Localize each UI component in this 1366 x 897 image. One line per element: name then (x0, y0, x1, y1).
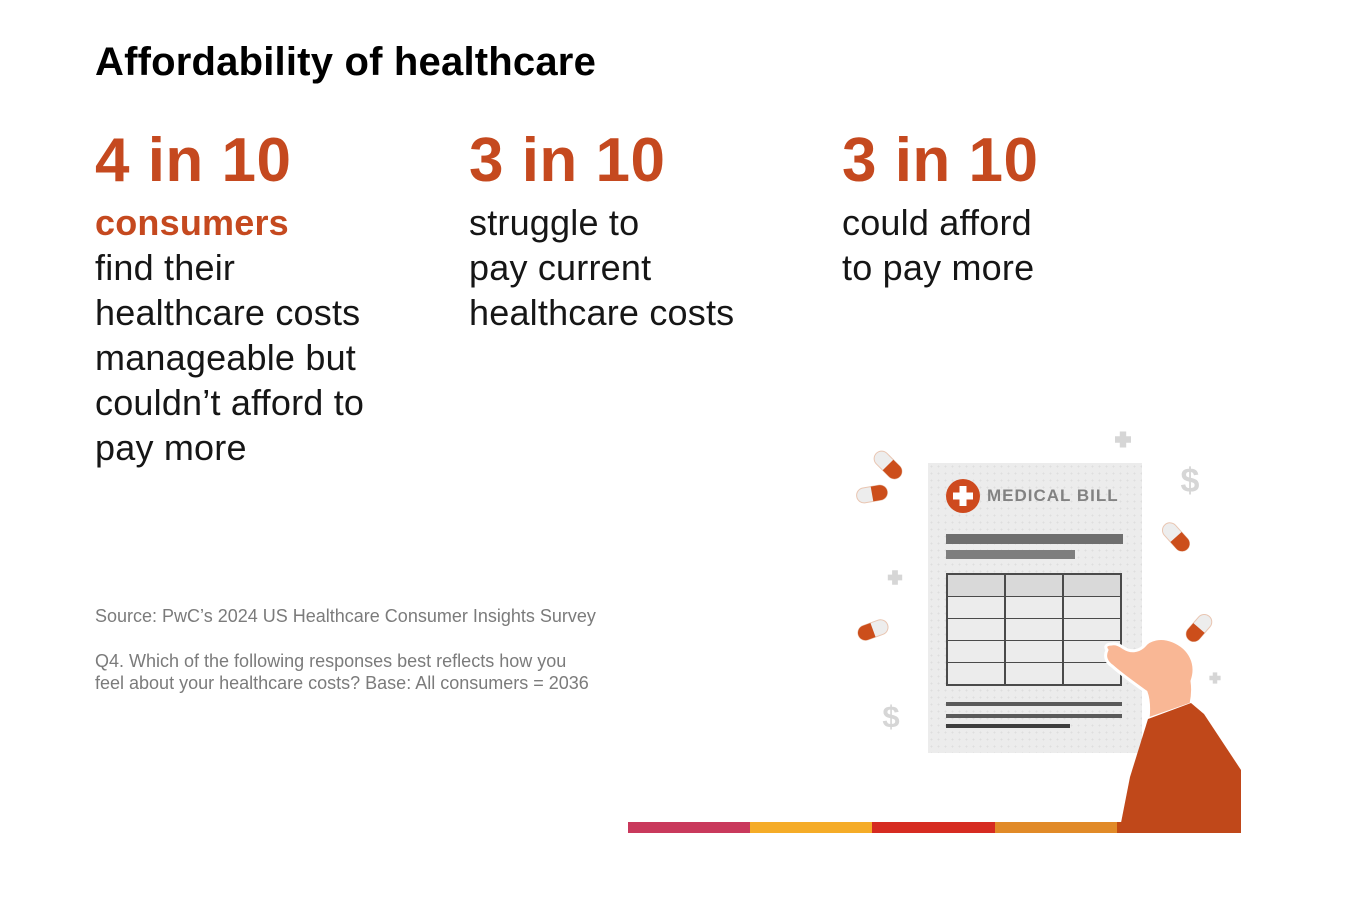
bill-table-cell (1064, 597, 1120, 618)
bill-table-cell (1064, 663, 1120, 684)
stat-line: healthcare costs (469, 292, 735, 333)
page-title: Affordability of healthcare (95, 40, 597, 84)
stat-line: pay more (95, 427, 247, 468)
bill-table-cell (1064, 641, 1120, 662)
stat-value: 3 in 10 (469, 126, 666, 195)
stat-line: couldn’t afford to (95, 382, 365, 423)
question-note-line: Q4. Which of the following responses best reflects how you (95, 651, 567, 671)
bill-text-line (946, 724, 1070, 728)
medical-bill-title: MEDICAL BILL (987, 486, 1119, 505)
footnotes (95, 605, 596, 694)
question-note-line: feel about your healthcare costs? Base: All consumers = 2036 (95, 673, 589, 693)
stat-line: could afford (842, 202, 1032, 243)
stat-line: pay current (469, 247, 652, 288)
dollar-icon: $ (882, 699, 900, 734)
bill-table-cell (948, 663, 1004, 684)
plus-icon (1115, 432, 1131, 448)
stat-description (95, 200, 425, 470)
pill-icon (855, 484, 888, 504)
brand-bar-segment (750, 822, 872, 833)
stat-line: struggle to (469, 202, 640, 243)
bill-text-bar (946, 550, 1075, 559)
pill-icon (1183, 611, 1215, 644)
stat-description (469, 200, 809, 335)
dollar-icon: $ (1180, 462, 1200, 500)
brand-bar (628, 822, 1239, 833)
stat-value: 4 in 10 (95, 126, 292, 195)
bill-table-cell (948, 641, 1004, 662)
bill-text-bar (946, 534, 1123, 544)
bill-table-cell (948, 575, 1004, 596)
bill-table-cell (948, 619, 1004, 640)
bill-table (946, 573, 1122, 686)
stat-block-2 (469, 126, 809, 335)
brand-bar-segment (1117, 822, 1239, 833)
bill-table-cell (1006, 575, 1062, 596)
medical-cross-icon (946, 479, 980, 513)
plus-icon (888, 570, 902, 584)
stat-description (842, 200, 1182, 290)
stat-highlight-label: consumers (95, 202, 289, 243)
bill-table-cell (1064, 575, 1120, 596)
stat-line: manageable but (95, 337, 357, 378)
bill-table-cell (948, 597, 1004, 618)
brand-bar-segment (872, 822, 994, 833)
source-note: Source: PwC’s 2024 US Healthcare Consumer Insights Survey (95, 606, 596, 626)
bill-table-cell (1064, 619, 1120, 640)
bill-table-cell (1006, 663, 1062, 684)
bill-text-line (946, 714, 1122, 718)
brand-bar-segment (995, 822, 1117, 833)
stat-line: find their (95, 247, 236, 288)
stat-line: to pay more (842, 247, 1035, 288)
bill-text-line (946, 702, 1122, 706)
stat-block-3 (842, 126, 1182, 290)
pill-icon (856, 618, 890, 643)
bill-table-cell (1006, 641, 1062, 662)
stat-line: healthcare costs (95, 292, 361, 333)
bill-table-cell (1006, 597, 1062, 618)
medical-bill-header (946, 479, 1119, 513)
stat-value: 3 in 10 (842, 126, 1039, 195)
pill-icon (1159, 520, 1192, 555)
plus-icon (1209, 672, 1220, 683)
brand-bar-segment (628, 822, 750, 833)
bill-table-cell (1006, 619, 1062, 640)
medical-bill-document (928, 463, 1142, 753)
stat-block-1 (95, 126, 425, 470)
pill-icon (871, 448, 905, 482)
